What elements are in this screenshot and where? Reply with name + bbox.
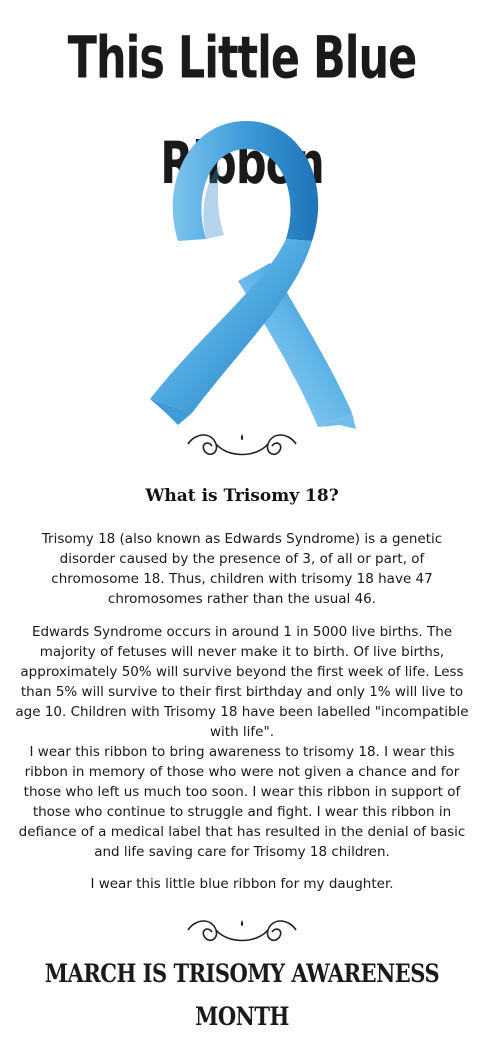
flourish-icon — [182, 908, 302, 950]
page-title: This Little Blue Ribbon — [67, 24, 417, 198]
paragraph-daughter: I wear this little blue ribbon for my daughter. — [90, 876, 394, 892]
paragraph-awareness: I wear this ribbon to bring awareness to trisomy 18. I wear this ribbon in memory of those who were not given a chance and for those who left us much too soon. I wear this ribbon in support of those who continue to struggle and fight. I wear this ribbon in defiance of a medical label that has resulted in the denial of basic and life saving care for Trisomy 18 children. — [18, 744, 466, 860]
awareness-ribbon-icon — [120, 113, 370, 433]
section-heading: What is Trisomy 18? — [145, 486, 339, 506]
flourish-icon — [182, 422, 302, 464]
paragraph-intro: Trisomy 18 (also known as Edwards Syndrome) is a genetic disorder caused by the presence of 3, of all or part, of chromosome 18. Thus, children with trisomy 18 have 47 chromosomes rather than the usual 46. — [41, 531, 443, 607]
footer-banner: MARCH IS TRISOMY AWARENESS MONTH — [44, 958, 440, 1032]
paragraph-statistics: Edwards Syndrome occurs in around 1 in 5000 live births. The majority of fetuses will never make it to birth. Of live births, approximately 50% will survive beyond the first week of life. Less than 5% will survive to their first birthday and only 1% will live to age 10. Children with Trisomy 18 have been labelled "incompatible with life". — [15, 624, 469, 740]
